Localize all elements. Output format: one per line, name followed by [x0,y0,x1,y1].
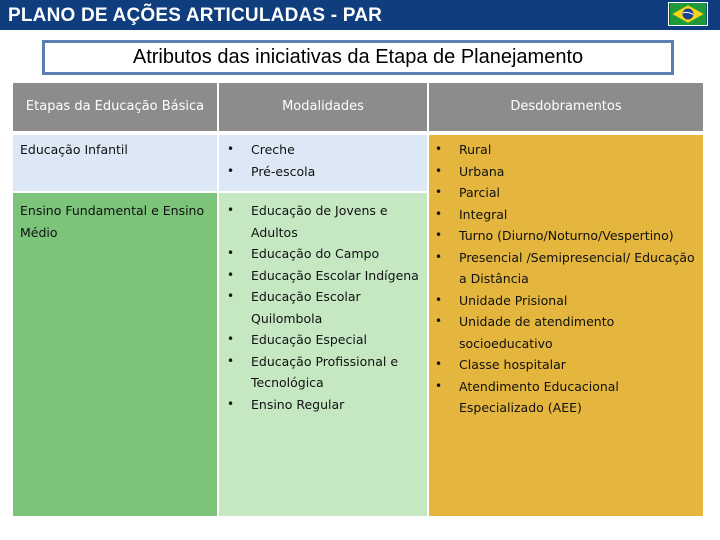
modalities-ensino-fundamental-medio [217,191,427,516]
desdobramentos-list [427,133,703,516]
modalities-educacao-infantil [217,133,427,191]
subtitle: Atributos das iniciativas da Etapa de Planejamento [132,46,584,68]
list-item: • Turno (Diurno/Noturno/Vespertino) [433,225,699,247]
attributes-table [13,83,703,516]
list-item: • Unidade de atendimento socioeducativo [433,311,699,354]
list-item: • Educação Escolar Indígena [225,265,421,287]
list-item: • Atendimento Educacional Especializado (AEE) [433,376,699,419]
list-item: • Educação Especial [225,329,421,351]
header-etapas: Etapas da Educação Básica [13,83,217,131]
list-item: • Integral [433,204,699,226]
list-item: • Classe hospitalar [433,354,699,376]
list-item: • Presencial /Semipresencial/ Educação a Distância [433,247,699,290]
subtitle-box [42,40,674,75]
list-item: • Creche [225,139,421,161]
list-item: • Parcial [433,182,699,204]
list-item: • Educação do Campo [225,243,421,265]
page-title: PLANO DE AÇÕES ARTICULADAS - PAR [8,5,383,26]
list-item: • Urbana [433,161,699,183]
list-item: • Unidade Prisional [433,290,699,312]
list-item: • Educação Profissional e Tecnológica [225,351,421,394]
brazil-flag-icon [668,2,708,26]
list-item: • Pré-escola [225,161,421,183]
list-item: • Educação Escolar Quilombola [225,286,421,329]
list-item: • Educação de Jovens e Adultos [225,200,421,243]
header-desdobramentos: Desdobramentos [427,83,703,131]
header-bar [0,0,720,30]
stage-ensino-fundamental-medio: Ensino Fundamental e Ensino Médio [13,191,217,516]
header-modalidades: Modalidades [217,83,427,131]
stage-educacao-infantil: Educação Infantil [13,133,217,191]
list-item: • Rural [433,139,699,161]
list-item: • Ensino Regular [225,394,421,416]
